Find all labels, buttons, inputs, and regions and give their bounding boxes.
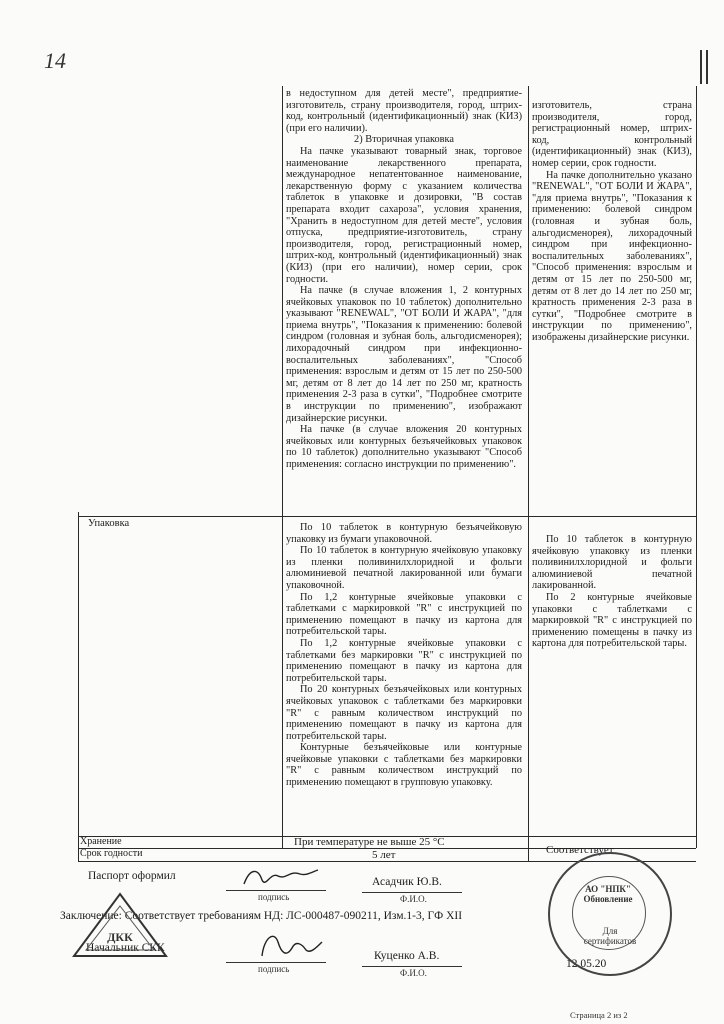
packaging-spec-4: По 1,2 контурные ячейковые упаковки с таблетками без маркировки "R" с инструкцией по применению помещают в пачку из картона для потребительской тары. [286,637,522,684]
fio-caption-2: Ф.И.О. [400,968,427,978]
name-line-1 [362,892,462,893]
signer-name-2: Куценко А.В. [374,950,440,962]
conclusion-text: Заключение: Соответствует требованиям НД: ЛС-000487-090211, Изм.1-3, ГФ XII [60,910,463,922]
fio-caption-1: Ф.И.О. [400,894,427,904]
triangle-stamp [70,890,170,960]
signature-caption-1: подпись [258,892,290,902]
table-rule-packaging [78,516,696,517]
shelf-value: 5 лет [372,849,396,861]
secondary-packaging-cell [286,88,522,471]
page-counter: Страница 2 из 2 [570,1010,628,1020]
packaging-spec-3: По 1,2 контурные ячейковые упаковки с таблетками с маркировкой "R" с инструкцией по применению помещают в пачку из картона для потребительской тары. [286,591,522,638]
table-border-col2 [528,86,529,862]
observed-para-2: На пачке дополнительно указано "RENEWAL", "ОТ БОЛИ И ЖАРА", "для приема внутрь", "Показания к применению: болевой синдром (головная и зубная боль, альгодисменорея), лихорадочный синдром при инфекционно-воспалительных заболеваниях", "Способ применения: взрослым и детям от 15 лет по 250-500 мг, детям от 8 лет до 14 лет по 250 мг, кратность применения 2-3 раза в сутки", "Подробнее смотрите в инструкции по применению", изображены дизайнерские рисунки. [532,169,692,343]
name-line-2 [362,966,462,967]
packaging-spec-2: По 10 таблеток в контурную ячейковую упаковку из пленки поливинилхлоридной и фольги алюминиевой печатной лакированной или бумаги упаковочной. [286,545,522,591]
table-border-left [78,512,79,862]
triangle-stamp-text: ДКК [107,930,133,944]
corner-bracket-icon [700,50,708,84]
signature-caption-2: подпись [258,964,290,974]
observed-labeling-cell [532,100,692,343]
packaging-spec-cell [286,522,522,789]
secondary-para-2: На пачке (в случае вложения 1, 2 контурных ячейковых упаковок по 10 таблеток) дополнительно указывают "RENEWAL", "ОТ БОЛИ И ЖАРА", "для приема внутрь", "Показания к применению: болевой синдром (головная и зубная боль, альгодисменорея); лихорадочный синдром при инфекционно-воспалительных заболеваниях", "Способ применения: взрослым и детям от 15 лет по 250-500 мг, детям от 8 лет до 14 лет по 250 мг, кратность применения 2-3 раза в сутки", "Подробнее смотрите в инструкции по применению", изображают дизайнерские рисунки. [286,285,522,424]
signature-1 [240,864,320,890]
secondary-para-3: На пачке (в случае вложения 20 контурных ячейковых или контурных безъячейковых упаковок по 10 таблеток) дополнительно указывают "Способ применения: согласно инструкции по применению". [286,424,522,470]
storage-value: При температуре не выше 25 °С [294,836,445,848]
packaging-observed-cell [532,534,692,650]
row-label-shelf-life: Срок годности [80,848,143,859]
conformity-value: Соответствует [546,844,614,856]
signer-name-1: Асадчик Ю.В. [372,876,442,888]
secondary-para-1: На пачке указывают товарный знак, торговое наименование лекарственного препарата, международное непатентованное наименование, лекарственную форму с указанием количества таблеток в упаковке и дозировки, "В состав препарата входит сахароза", условия хранения, "Хранить в недоступном для детей месте", условия отпуска, предприятие-изготовитель, страну производителя, город, регистрационный номер, штрих-код, контрольный (идентификационный) знак (КИЗ) (при его наличии), номер серии, срок годности. [286,145,522,285]
packaging-spec-6: Контурные безъячейковые или контурные ячейковые упаковки с таблетками без маркировки "R" с равным количеством инструкций по применению помещают в групповую упаковку. [286,742,522,789]
packaging-observed-1: По 10 таблеток в контурную ячейковую упаковку из пленки поливинилхлоридной и фольги алюминиевой печатной лакированной. [532,534,692,592]
passport-label: Паспорт оформил [88,870,176,882]
stamp-sub-text: Для сертификатов [583,926,637,946]
stamp-center-text: АО "НПК" Обновление [583,884,633,904]
date-text: 12.05.20 [566,958,607,970]
primary-tail-text: в недоступном для детей месте", предприятие-изготовитель, страну производителя, город, штрих-код, контрольный (идентификационный) знак (КИЗ) (при его наличии). [286,88,522,134]
packaging-spec-5: По 20 контурных безъячейковых или контурных ячейковых упаковок с таблетками без маркировки "R" с равным количеством инструкций по применению помещают в пачку из картона для потребительской тары. [286,684,522,742]
row-label-storage: Хранение [80,836,122,847]
signature-line-2 [226,962,326,963]
observed-para-1: изготовитель, страна производителя, город, регистрационный номер, штрих-код, контрольный (идентификационный) знак (КИЗ), номер серии, срок годности. [532,100,692,169]
table-border-right [696,86,697,848]
packaging-observed-2: По 2 контурные ячейковые упаковки с таблетками с маркировкой "R" с инструкцией по применению помещены в пачку из картона для потребительской тары. [532,591,692,650]
signature-2 [256,928,326,962]
head-label: Начальник СКК [86,942,165,954]
table-border-col1 [282,86,283,848]
row-label-packaging: Упаковка [88,518,130,529]
packaging-spec-1: По 10 таблеток в контурную безъячейковую упаковку из бумаги упаковочной. [286,522,522,545]
secondary-heading: 2) Вторичная упаковка [354,134,454,146]
signature-line-1 [226,890,326,891]
page-mark: 14 [44,48,66,73]
